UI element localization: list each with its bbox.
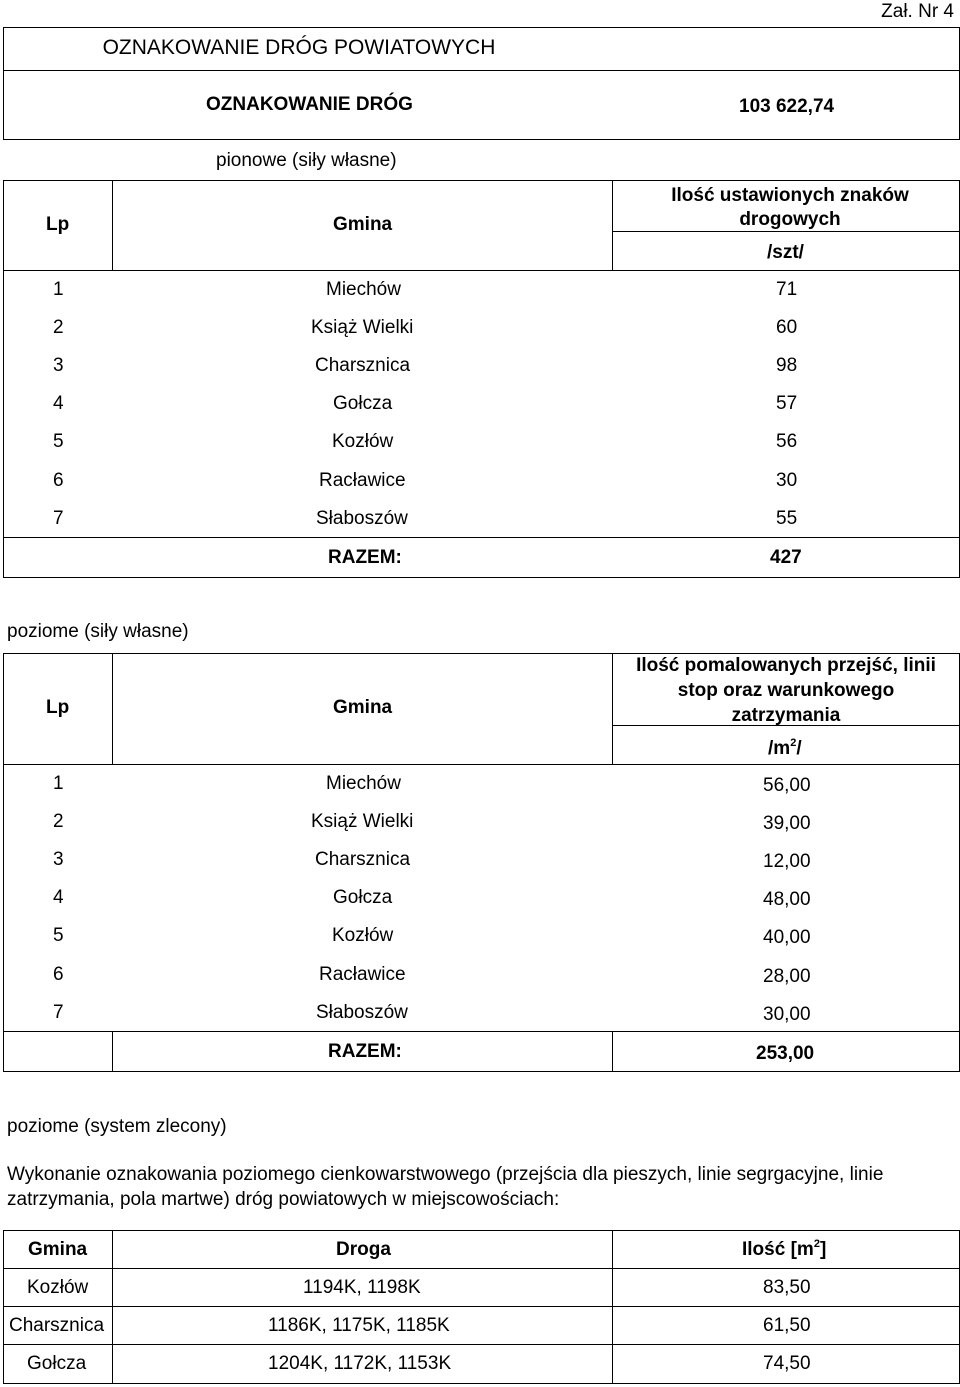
section1-caption: pionowe (siły własne) [216, 150, 397, 171]
s2-header-lp: Lp [46, 697, 70, 718]
s2-total-value: 253,00 [756, 1043, 815, 1064]
s1-total-value: 427 [770, 547, 802, 568]
s2-header-quantity: Ilość pomalowanych przejść, linii stop oraz warunkowego zatrzymania [636, 655, 936, 726]
s3-header-droga: Droga [336, 1239, 391, 1260]
summary-label: OZNAKOWANIE DRÓG [206, 94, 413, 115]
s2-header-unit: $/m^2/$ [768, 736, 802, 759]
summary-value: 103 622,74 [739, 96, 835, 117]
section2-caption: poziome (siły własne) [7, 621, 189, 642]
title-box-bottom [3, 139, 960, 140]
attachment-label: Zał. Nr 4 [881, 1, 954, 22]
s1-header-unit: /szt/ [767, 242, 804, 263]
s2-total-label: RAZEM: [328, 1041, 402, 1062]
section3-description-line2: zatrzymania, pola martwe) dróg powiatowych w miejscowościach: [7, 1189, 560, 1210]
title-box-top [3, 27, 960, 28]
s3-header-gmina: Gmina [28, 1239, 88, 1260]
section3-description-line1: Wykonanie oznakowania poziomego cienkowarstwowego (przejścia dla pieszych, linie segrgacyjne, linie [7, 1164, 884, 1185]
s1-header-lp: Lp [46, 214, 70, 235]
page-title: OZNAKOWANIE DRÓG POWIATOWYCH [102, 36, 496, 59]
section3-caption: poziome (system zlecony) [7, 1116, 227, 1137]
s1-header-quantity: Ilość ustawionych znaków drogowych [671, 185, 909, 230]
s1-header-gmina: Gmina [333, 214, 393, 235]
s1-total-label: RAZEM: [328, 547, 402, 568]
s2-header-gmina: Gmina [333, 697, 393, 718]
title-divider [3, 70, 960, 71]
s3-header-quantity: Ilość $[m^2]$ [742, 1237, 827, 1260]
